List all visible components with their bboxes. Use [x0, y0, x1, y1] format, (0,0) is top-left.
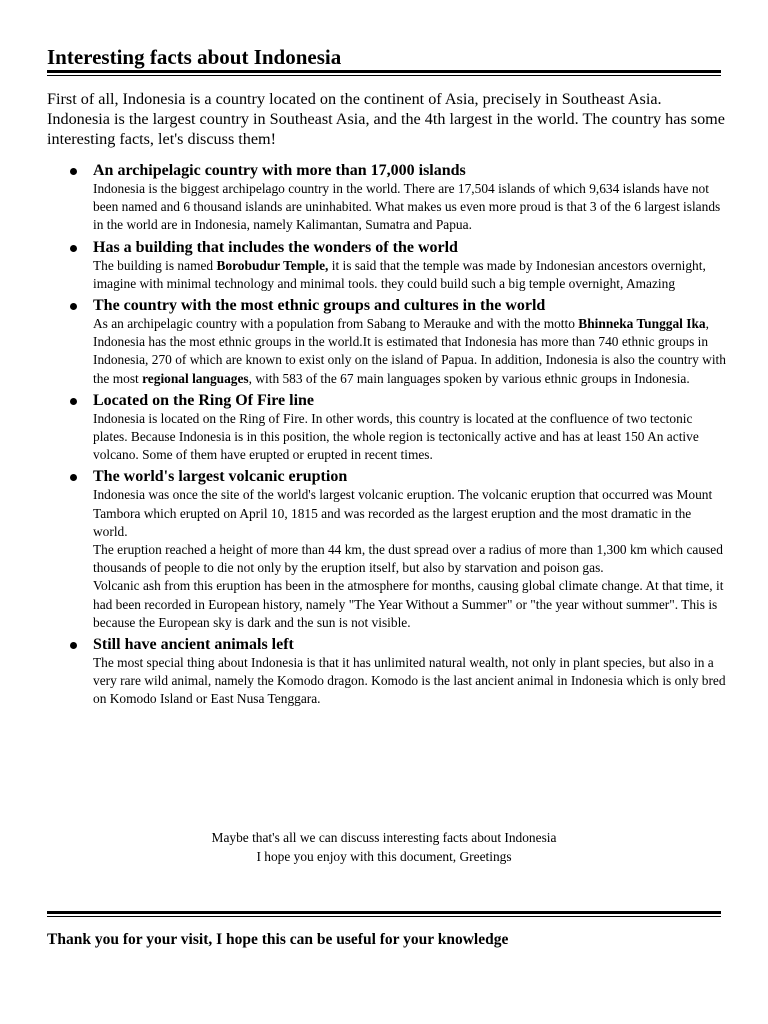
bold-text: Borobudur Temple, [216, 257, 329, 273]
text-run: The building is named [93, 257, 217, 273]
bullet-icon [70, 474, 77, 481]
fact-body [93, 654, 727, 709]
fact-heading: The world's largest volcanic eruption [93, 468, 348, 486]
fact-paragraph [93, 180, 727, 235]
fact-item [67, 635, 727, 709]
text-run: The eruption reached a height of more than 44 km, the dust spread over a radius of more than 1,300 km which caused thousands of people to die not only by the eruption itself, but also by starvation and poison gas. [93, 542, 723, 576]
fact-body [93, 180, 727, 235]
title-divider [47, 70, 721, 76]
fact-paragraph [93, 577, 727, 632]
text-run: The most special thing about Indonesia is that it has unlimited natural wealth, not only in plant species, but also in a very rare wild animal, namely the Komodo dragon. Komodo is the last ancient animal in Indonesia which is only bred on Komodo Island or East Nusa Tenggara. [93, 655, 726, 707]
closing-remarks [0, 829, 768, 866]
fact-item [67, 161, 727, 235]
text-run: Indonesia is the biggest archipelago country in the world. There are 17,504 islands of which 9,634 islands have not been named and 6 thousand islands are uninhabited. What makes us even more proud is that 3 of the 6 largest islands in the world are in Indonesia, namely Kalimantan, Sumatra and Papua. [93, 181, 721, 233]
fact-paragraph [93, 315, 727, 388]
fact-body [93, 486, 727, 632]
text-run: Indonesia was once the site of the world's largest volcanic eruption. The volcanic eruption that occurred was Mount Tambora which erupted on April 10, 1815 and was recorded as the largest eruption and the most dramatic in the world. [93, 487, 713, 539]
footer-text: Thank you for your visit, I hope this can be useful for your knowledge [47, 931, 509, 948]
text-run: Volcanic ash from this eruption has been in the atmosphere for months, causing global climate change. At that time, it had been recorded in European history, namely "The Year Without a Summer" or "the year without summer". This is because the European sky is dark and the sun is not visible. [93, 578, 724, 630]
bullet-icon [70, 245, 77, 252]
fact-body [93, 410, 727, 465]
fact-body [93, 257, 727, 293]
closing-line-1: Maybe that's all we can discuss interesting facts about Indonesia [211, 830, 557, 845]
fact-item [67, 391, 727, 465]
intro-paragraph: First of all, Indonesia is a country located on the continent of Asia, precisely in Southeast Asia. Indonesia is the largest country in Southeast Asia, and the 4th largest in the world. The country has some interesting facts, let's discuss them! [47, 90, 725, 148]
page-title: Interesting facts about Indonesia [47, 45, 342, 69]
bullet-icon [70, 303, 77, 310]
text-run: it is said that the temple was made by Indonesian ancestors overnight, imagine with minimal technology and minimal tools. they could build such a big temple overnight, Amazing [93, 257, 706, 291]
fact-paragraph [93, 257, 727, 293]
fact-item [67, 296, 727, 388]
fact-heading: The country with the most ethnic groups and cultures in the world [93, 297, 546, 315]
fact-paragraph [93, 654, 727, 709]
fact-heading: Still have ancient animals left [93, 636, 294, 654]
fact-paragraph [93, 410, 727, 465]
bullet-icon [70, 642, 77, 649]
footer-divider [47, 911, 721, 917]
bullet-icon [70, 398, 77, 405]
bullet-icon [70, 168, 77, 175]
text-run: Indonesia is located on the Ring of Fire. In other words, this country is located at the confluence of two tectonic plates. Because Indonesia is in this position, the whole region is tectonically active and has at least 150 An active volcano. Some of them have erupted or erupted in recent times. [93, 410, 699, 463]
fact-heading: Has a building that includes the wonders of the world [93, 238, 458, 256]
fact-paragraph [93, 486, 727, 541]
facts-list [67, 161, 727, 712]
bold-text: regional languages [142, 370, 249, 386]
text-run: , with 583 of the 67 main languages spoken by various ethnic groups in Indonesia. [248, 370, 690, 386]
fact-paragraph [93, 541, 727, 577]
text-run: , Indonesia has the most ethnic groups in the world.It is estimated that Indonesia has more than 740 ethnic groups in Indonesia, 270 of which are known to exist only on the island of Papua. In addition, Indonesia is also the country with the most [93, 316, 726, 386]
fact-heading: Located on the Ring Of Fire line [93, 391, 315, 409]
fact-heading: An archipelagic country with more than 17,000 islands [93, 162, 466, 179]
bold-text: Bhinneka Tunggal Ika [578, 316, 706, 332]
fact-item [67, 238, 727, 293]
closing-line-2: I hope you enjoy with this document, Greetings [256, 848, 512, 864]
fact-body [93, 315, 727, 388]
fact-item [67, 467, 727, 632]
text-run: As an archipelagic country with a population from Sabang to Merauke and with the motto [93, 316, 579, 332]
